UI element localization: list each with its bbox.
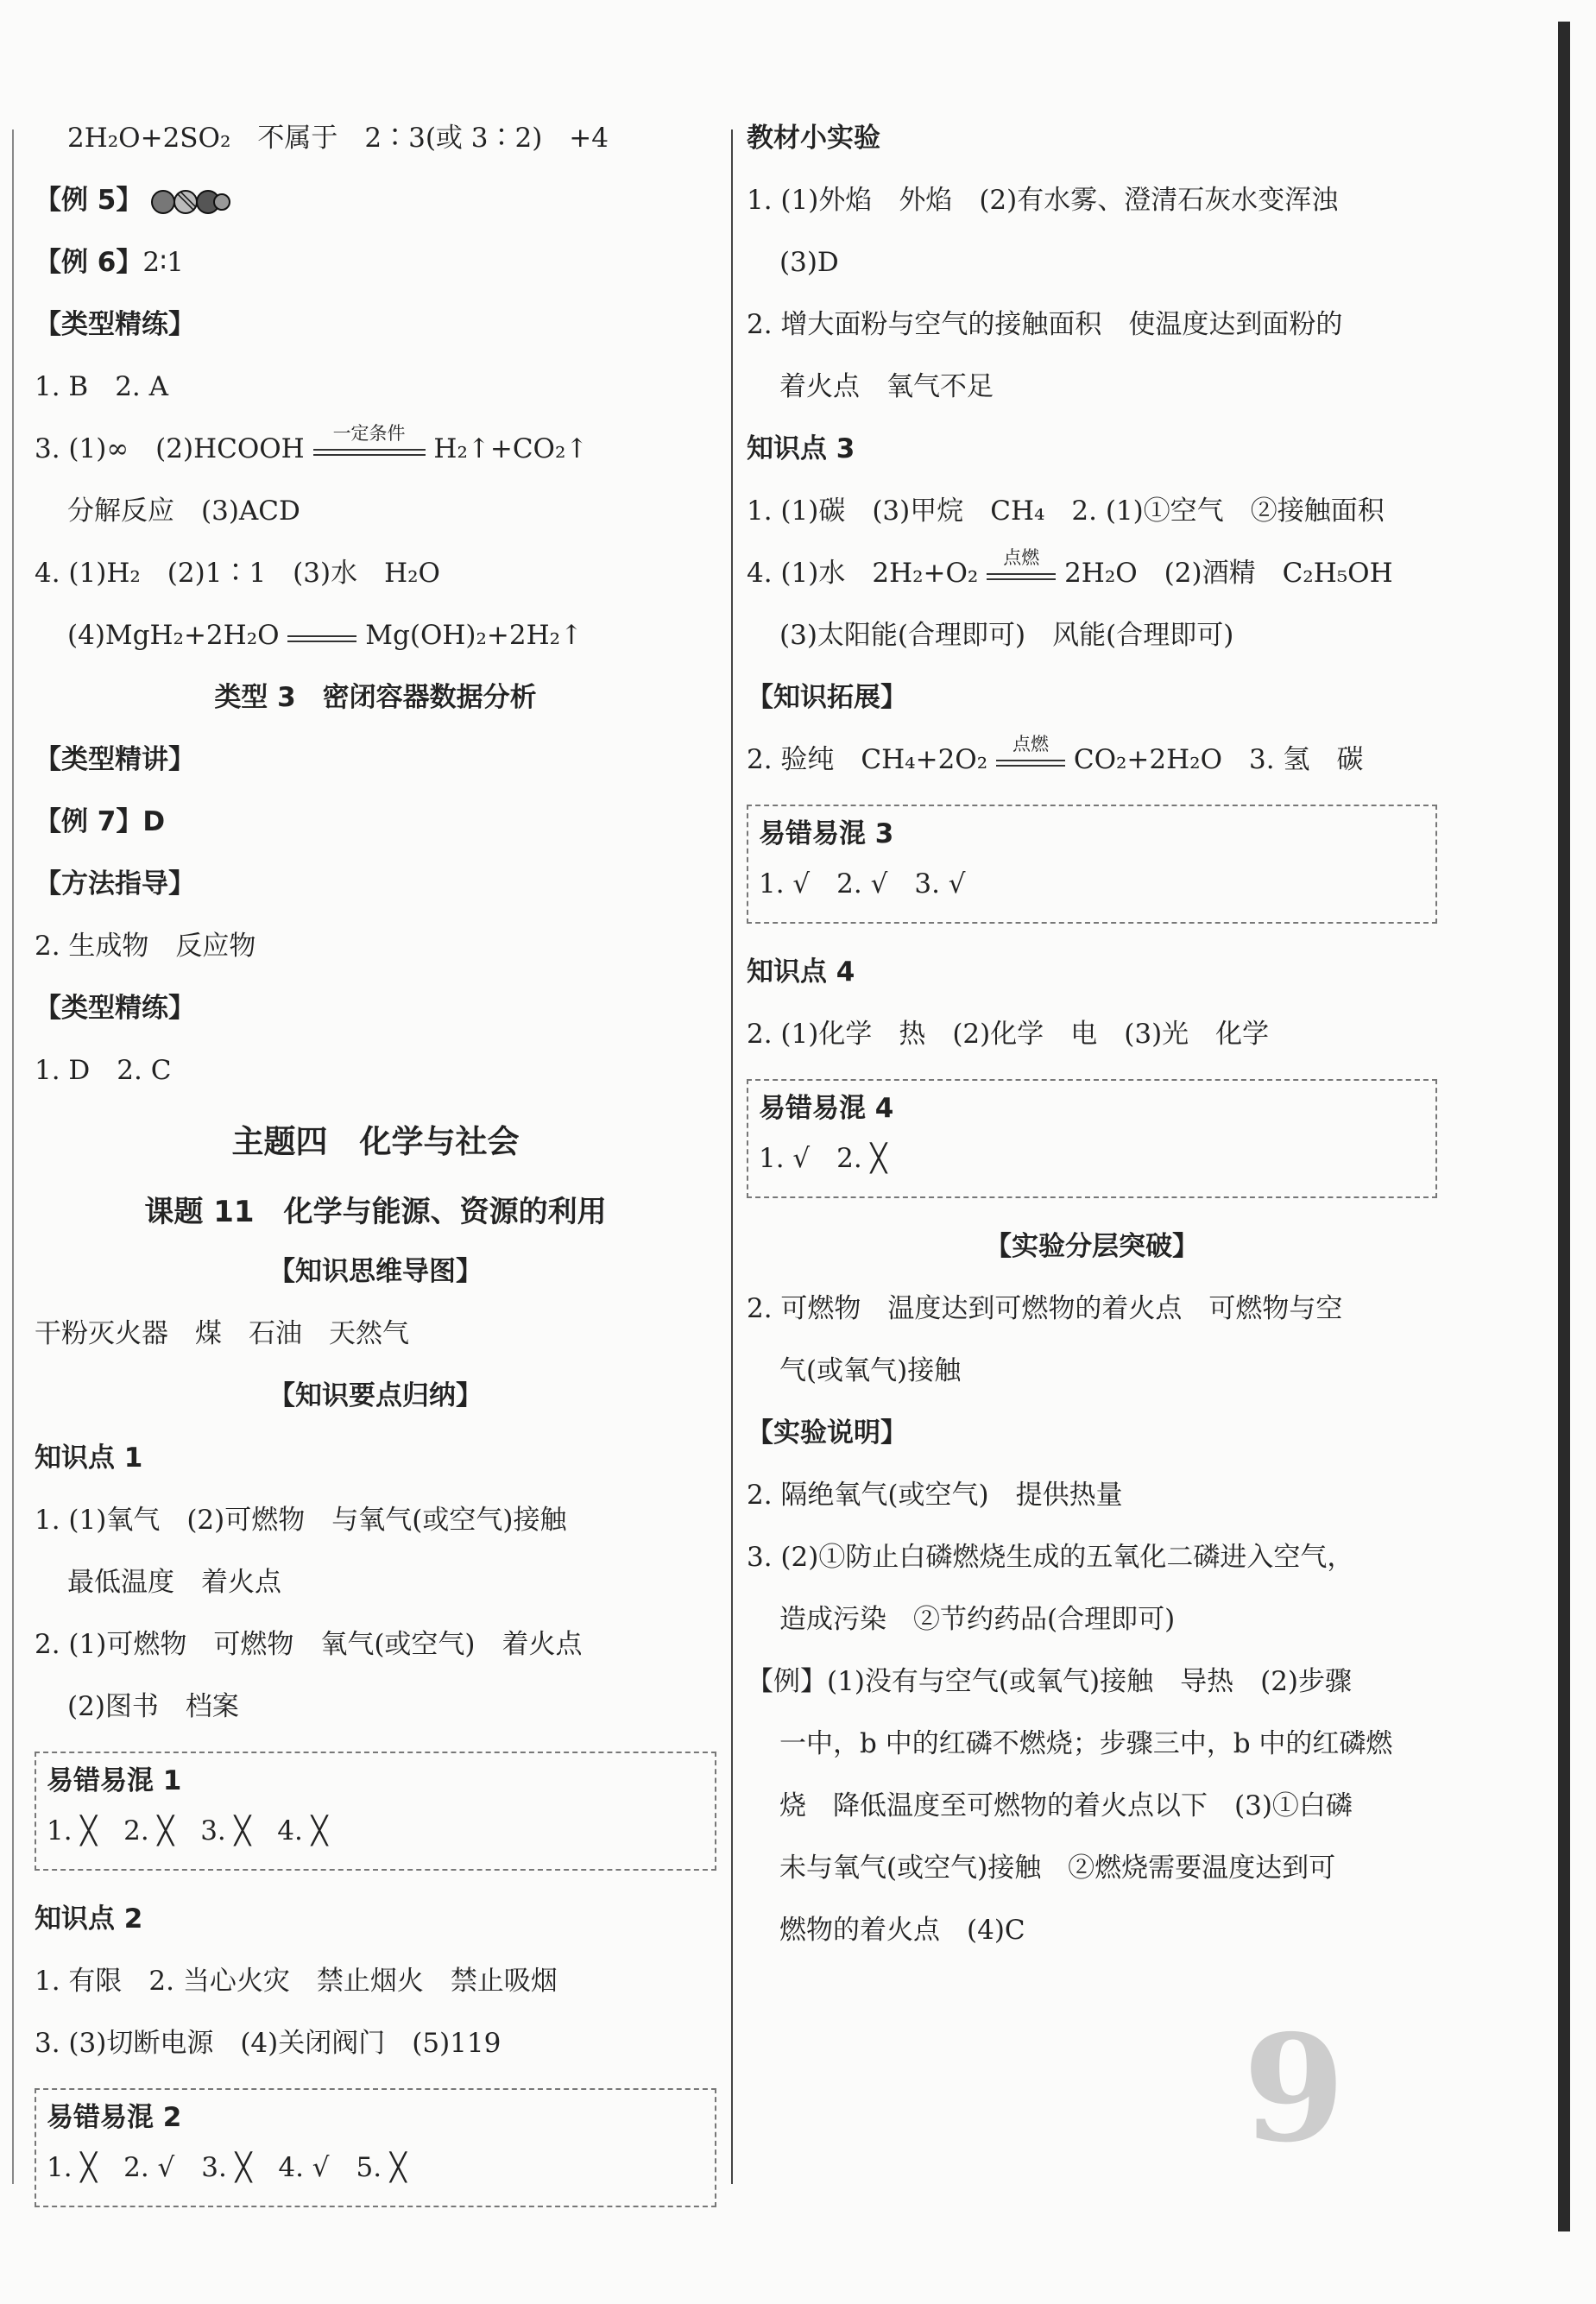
equation-left: 2. 验纯 CH₄+2O₂ [747,744,988,775]
common-mistakes-box [35,2088,716,2207]
reaction-condition: 点燃 [1012,733,1050,754]
answer-line: 3. (3)切断电源 (4)关闭阀门 (5)119 [35,2028,502,2059]
equation-right: H₂↑+CO₂↑ [433,433,589,464]
equation-right: CO₂+2H₂O 3. 氢 碳 [1073,744,1364,775]
example-6 [35,245,716,280]
section-heading: 【实验分层突破】 [985,1231,1199,1262]
answer-line: (3)太阳能(合理即可) 风能(合理即可) [779,620,1234,651]
right-column [747,121,1437,1975]
answer-line: 2. 隔绝氧气(或空气) 提供热量 [747,1480,1123,1511]
answer-line: 2. (1)可燃物 可燃物 氧气(或空气) 着火点 [35,1629,583,1660]
type-title: 类型 3 密闭容器数据分析 [214,682,537,713]
answer-line: 2. (1)化学 热 (2)化学 电 (3)光 化学 [747,1019,1270,1050]
common-mistakes-box [747,1079,1437,1198]
answer-line: 气(或氧气)接触 [779,1355,962,1386]
answer-line: 3. (2)①防止白磷燃烧生成的五氧化二磷进入空气， [747,1542,1354,1573]
answer-line: (3)D [779,247,839,278]
box-answers: 1. √ 2. ╳ [759,1143,887,1174]
equation-left: 4. (1)水 2H₂+O₂ [747,558,979,589]
example-answer: 2∶1 [142,247,184,278]
answer-line: 2. 可燃物 温度达到可燃物的着火点 可燃物与空 [747,1293,1343,1324]
answer-line: 1. D 2. C [35,1055,172,1086]
knowledge-point-title: 知识点 4 [747,956,855,988]
answer-line: 4. (1)H₂ (2)1∶1 (3)水 H₂O [35,558,440,589]
box-title: 易错易混 1 [47,1765,182,1796]
knowledge-point-title: 知识点 3 [747,433,855,464]
section-heading: 【方法指导】 [35,868,195,900]
example-7: 【例 7】D [35,806,166,837]
answer-line: 1. 有限 2. 当心火灾 禁止烟火 禁止吸烟 [35,1966,558,1997]
box-title: 易错易混 4 [759,1093,894,1124]
example-label: 【例 6】 [35,247,143,278]
answer-line: 【例】(1)没有与空气(或氧气)接触 导热 (2)步骤 [747,1666,1353,1697]
equation-right: Mg(OH)₂+2H₂↑ [365,620,584,651]
answer-line: 2. 生成物 反应物 [35,931,256,962]
equation-right: 2H₂O (2)酒精 C₂H₅OH [1064,558,1393,589]
reaction-arrow [287,632,356,642]
answer-line: 2H₂O+2SO₂ 不属于 2∶3(或 3∶2) +4 [67,123,609,154]
equation-line [747,733,1437,777]
reaction-arrow [313,422,426,456]
answer-line: 1. (1)氧气 (2)可燃物 与氧气(或空气)接触 [35,1505,567,1536]
answer-line: 1. B 2. A [35,371,169,402]
answer-line: 烧 降低温度至可燃物的着火点以下 (3)①白磷 [779,1790,1353,1821]
box-title: 易错易混 3 [759,818,894,849]
left-margin-rule [12,129,14,2184]
equation-line [747,546,1437,590]
left-column [35,121,716,2238]
answer-line: 1. (1)外焰 外焰 (2)有水雾、澄清石灰水变浑浊 [747,185,1339,216]
answer-line: 着火点 氧气不足 [779,371,994,402]
box-answers: 1. ╳ 2. √ 3. ╳ 4. √ 5. ╳ [47,2152,407,2183]
section-heading: 【类型精练】 [35,309,195,340]
answer-line: 干粉灭火器 煤 石油 天然气 [35,1318,409,1349]
section-heading: 【知识思维导图】 [268,1256,483,1287]
example-label: 【例 5】 [35,185,143,216]
column-divider [731,129,733,2184]
section-heading: 【类型精讲】 [35,744,195,775]
common-mistakes-box [35,1752,716,1871]
answer-line: 一中，b 中的红磷不燃烧；步骤三中，b 中的红磷燃 [779,1728,1393,1759]
knowledge-point-title: 知识点 2 [35,1903,143,1935]
equation-line [35,422,716,466]
answer-line: 分解反应 (3)ACD [67,496,300,527]
answer-line: 最低温度 着火点 [67,1567,281,1598]
reaction-arrow [987,546,1056,580]
example-5 [35,183,716,218]
section-heading: 【类型精练】 [35,993,195,1024]
answer-line: (2)图书 档案 [67,1691,239,1722]
section-heading: 【实验说明】 [747,1417,907,1449]
answer-line: 造成污染 ②节约药品(合理即可) [779,1604,1176,1635]
theme-title: 主题四 化学与社会 [231,1122,520,1160]
section-heading: 【知识要点归纳】 [268,1380,483,1411]
equation-left: (4)MgH₂+2H₂O [67,620,280,651]
equation-line [35,618,716,653]
answer-line: 2. 增大面粉与空气的接触面积 使温度达到面粉的 [747,309,1343,340]
section-heading: 【知识拓展】 [747,682,907,713]
box-title: 易错易混 2 [47,2102,182,2133]
page-number: 9 [1243,2003,1346,2175]
reaction-arrow [996,733,1065,767]
knowledge-point-title: 知识点 1 [35,1442,143,1474]
common-mistakes-box [747,805,1437,924]
reaction-condition: 一定条件 [332,422,406,444]
answer-line: 燃物的着火点 (4)C [779,1915,1025,1946]
equation-left: 3. (1)∞ (2)HCOOH [35,433,305,464]
box-answers: 1. ╳ 2. ╳ 3. ╳ 4. ╳ [47,1815,328,1846]
answer-line: 未与氧气(或空气)接触 ②燃烧需要温度达到可 [779,1853,1336,1884]
molecule-model-icon [151,188,230,216]
reaction-condition: 点燃 [1003,546,1040,568]
box-answers: 1. √ 2. √ 3. √ [759,868,966,900]
answer-line: 1. (1)碳 (3)甲烷 CH₄ 2. (1)①空气 ②接触面积 [747,496,1385,527]
section-heading: 教材小实验 [747,123,880,154]
binding-edge [1558,22,1570,2231]
lesson-title: 课题 11 化学与能源、资源的利用 [144,1195,607,1229]
